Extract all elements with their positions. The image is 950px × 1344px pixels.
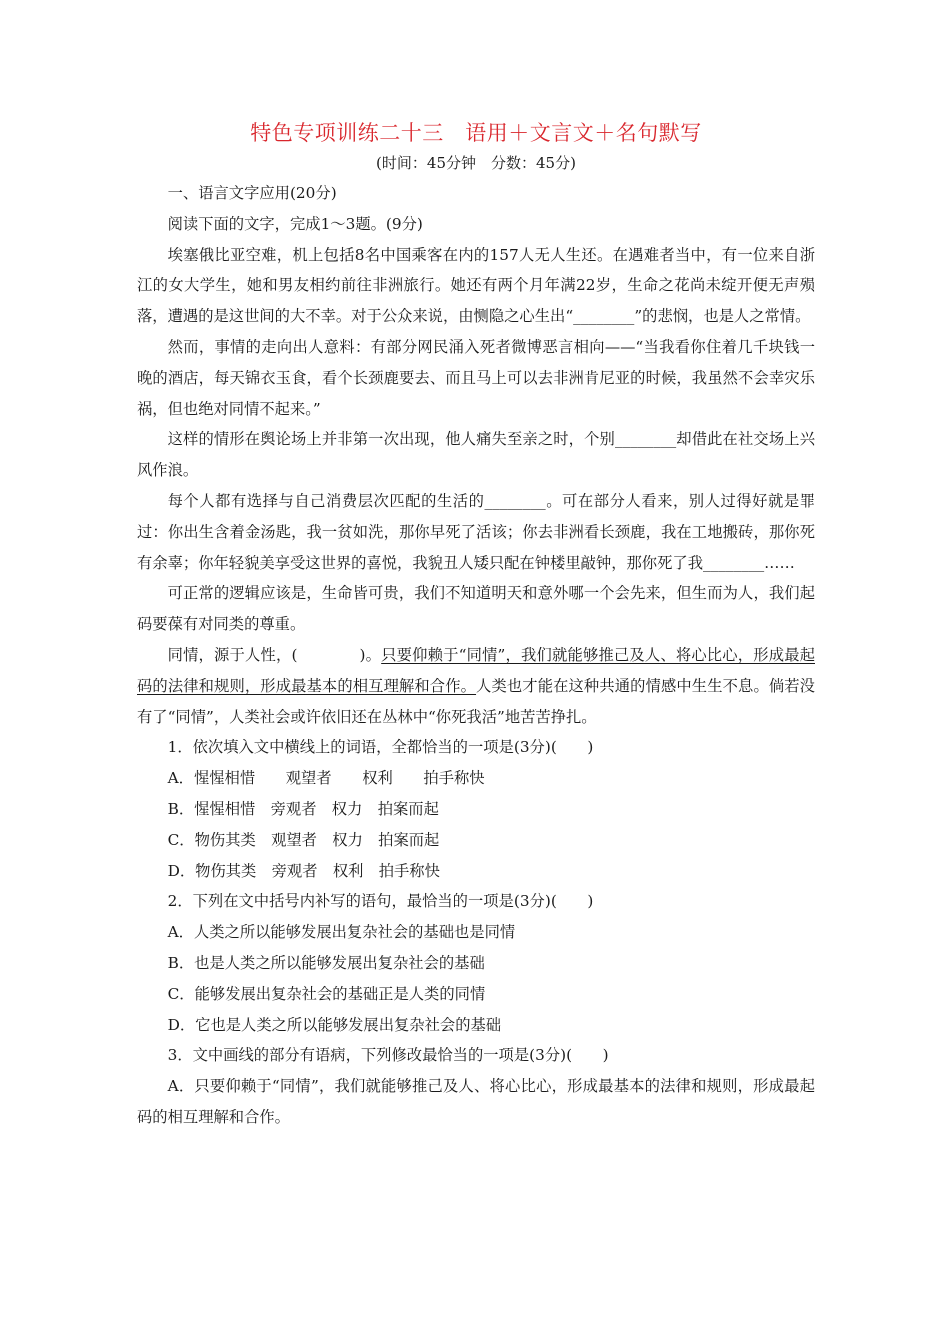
question-1-option-b: B．惺惺相惜 旁观者 权力 拍案而起 [167,799,439,818]
paragraph-3: 这样的情形在舆论场上并非第一次出现，他人痛失至亲之时，个别________却借此在社交场上兴风作浪。 [137,430,815,480]
question-1-option-d: D．物伤其类 旁观者 权利 拍手称快 [167,861,440,880]
question-2-option-d: D．它也是人类之所以能够发展出复杂社会的基础 [167,1015,502,1034]
question-1-option-a: A．惺惺相惜 观望者 权利 拍手称快 [167,769,485,788]
question-1-option-c: C．物伤其类 观望者 权力 拍案而起 [167,830,440,849]
paragraph-4: 每个人都有选择与自己消费层次匹配的生活的________。可在部分人看来，别人过得好就是罪过：你出生含着金汤匙，我一贫如洗，那你早死了活该；你去非洲看长颈鹿，我在工地搬砖，那你死有余辜；你年轻貌美享受这世界的喜悦，我貌丑人矮只配在钟楼里敲钟，那你死了我________…… [137,491,815,572]
time-score-info: (时间：45分钟 分数：45分) [376,154,576,172]
paragraph-1: 埃塞俄比亚空难，机上包括8名中国乘客在内的157人无人生还。在遇难者当中，有一位来自浙江的女大学生，她和男友相约前往非洲旅行。她还有两个月年满22岁，生命之花尚未绽开便无声殒落，遭遇的是这世间的大不幸。对于公众来说，由恻隐之心生出“________”的悲悯，也是人之常情。 [137,245,815,326]
question-3-stem: 3．文中画线的部分有语病，下列修改最恰当的一项是(3分)( ) [167,1046,609,1065]
section-heading: 一、语言文字应用(20分) [167,184,337,202]
question-2-stem: 2．下列在文中括号内补写的语句，最恰当的一项是(3分)( ) [167,892,594,911]
document-title: 特色专项训练二十三 语用＋文言文＋名句默写 [250,121,702,145]
paragraph-5: 可正常的逻辑应该是，生命皆可贵，我们不知道明天和意外哪一个会先来，但生而为人，我们起码要葆有对同类的尊重。 [137,584,815,634]
document-page [137,118,815,1133]
underlined-sentence: 只要仰赖于“同情”，我们就能够推己及人、将心比心，形成最起码的法律和规则，形成最基本的相互理解和合作。 [137,645,815,695]
question-3-option-a: A．只要仰赖于“同情”，我们就能够推己及人、将心比心，形成最基本的法律和规则，形成最起码的相互理解和合作。 [137,1077,815,1126]
paragraph-6-lead: 同情，源于人性，( )。 [167,645,382,664]
paragraph-6-tail: 人类也才能在这种共通的情感中生生不息。倘若没有了“同情”，人类社会或许依旧还在丛林中“你死我活”地苦苦挣扎。 [137,676,815,726]
reading-instruction: 阅读下面的文字，完成1～3题。(9分) [167,214,423,233]
paragraph-2: 然而，事情的走向出人意料：有部分网民涌入死者微博恶言相向——“当我看你住着几千块钱一晚的酒店，每天锦衣玉食，看个长颈鹿要去、而且马上可以去非洲肯尼亚的时候，我虽然不会幸灾乐祸，但也绝对同情不起来。” [137,337,815,418]
question-1-stem: 1．依次填入文中横线上的词语，全都恰当的一项是(3分)( ) [167,738,594,757]
question-2-option-b: B．也是人类之所以能够发展出复杂社会的基础 [167,953,485,972]
paragraph-6 [137,640,815,732]
question-2-option-c: C．能够发展出复杂社会的基础正是人类的同情 [167,984,486,1003]
question-2-option-a: A．人类之所以能够发展出复杂社会的基础也是同情 [167,923,516,942]
